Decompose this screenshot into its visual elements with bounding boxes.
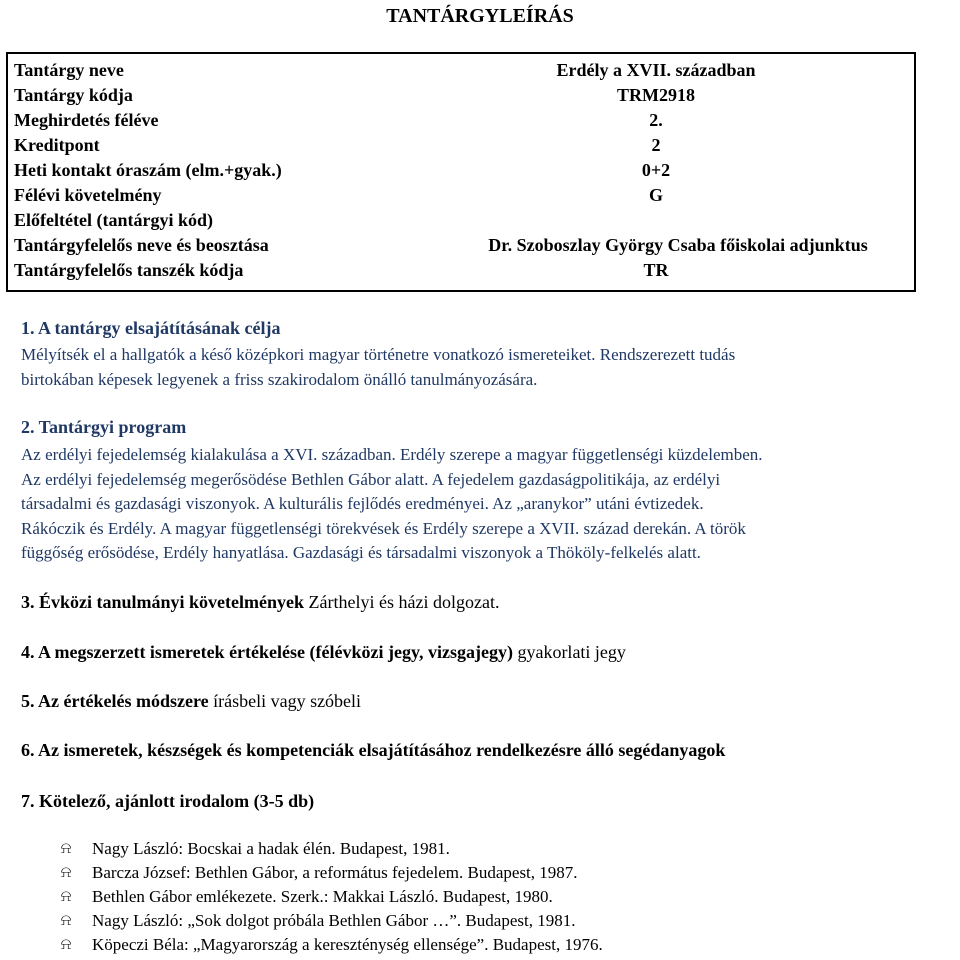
info-row-prerequisite — [8, 208, 914, 233]
section-2-line: Rákóczik és Erdély. A magyar függetlenségi törekvések és Erdély szerepe a XVII. század derekán. A török — [21, 519, 746, 538]
info-value: 2. — [649, 110, 663, 130]
section-5-heading: 5. Az értékelés módszere — [21, 691, 209, 711]
info-value: Dr. Szoboszlay György Csaba főiskolai adjunktus — [488, 235, 868, 255]
info-label: Tantárgyfelelős tanszék kódja — [14, 260, 244, 280]
list-item — [55, 861, 603, 885]
info-label: Heti kontakt óraszám (elm.+gyak.) — [14, 160, 282, 180]
info-label: Tantárgyfelelős neve és beosztása — [14, 235, 269, 255]
info-row-department — [8, 258, 914, 283]
literature-item: Köpeczi Béla: „Magyarország a kereszténység ellensége”. Budapest, 1976. — [92, 935, 603, 954]
info-value: Erdély a XVII. században — [556, 60, 756, 80]
section-2-line: Az erdélyi fejedelemség megerősödése Bethlen Gábor alatt. A fejedelem gazdaságpolitikája, az erdélyi — [21, 470, 721, 489]
section-2-heading: 2. Tantárgyi program — [21, 417, 187, 437]
info-row-requirement — [8, 183, 914, 208]
section-3 — [21, 591, 499, 614]
section-4-heading: 4. A megszerzett ismeretek értékelése (félévközi jegy, vizsgajegy) — [21, 642, 513, 662]
course-info-table — [6, 52, 916, 292]
list-item — [55, 909, 603, 933]
literature-item: Bethlen Gábor emlékezete. Szerk.: Makkai László. Budapest, 1980. — [92, 887, 553, 906]
section-1-line: Mélyítsék el a hallgatók a késő középkori magyar történetre vonatkozó ismereteiket. Rendszerezett tudás — [21, 345, 736, 364]
bell-icon: ⍾ — [60, 864, 72, 881]
page-title: TANTÁRGYLEÍRÁS — [386, 5, 574, 27]
info-row-hours — [8, 158, 914, 183]
info-label: Meghirdetés féléve — [14, 110, 159, 130]
info-value: G — [648, 185, 663, 205]
literature-item: Barcza József: Bethlen Gábor, a református fejedelem. Budapest, 1987. — [92, 863, 578, 882]
info-row-name — [8, 58, 914, 83]
section-2-line: társadalmi és gazdasági viszonyok. A kulturális fejlődés eredményei. Az „aranykor” utáni évtizedek. — [21, 494, 704, 513]
section-1-heading: 1. A tantárgy elsajátításának célja — [21, 318, 281, 338]
literature-item: Nagy László: Bocskai a hadak élén. Budapest, 1981. — [92, 839, 450, 858]
info-row-semester — [8, 108, 914, 133]
info-label: Kreditpont — [14, 135, 100, 155]
list-item — [55, 885, 603, 909]
section-6-heading: 6. Az ismeretek, készségek és kompetenciák elsajátításához rendelkezésre álló segédanyagok — [21, 740, 726, 760]
literature-item: Nagy László: „Sok dolgot próbála Bethlen Gábor …”. Budapest, 1981. — [92, 911, 576, 930]
info-value: 2 — [651, 135, 661, 155]
info-label: Tantárgy kódja — [14, 85, 133, 105]
info-label: Félévi követelmény — [14, 185, 162, 205]
section-2-line: függőség erősödése, Erdély hanyatlása. Gazdasági és társadalmi viszonyok a Thököly-felkelés alatt. — [21, 543, 701, 562]
info-row-code — [8, 83, 914, 108]
info-value: 0+2 — [641, 160, 671, 180]
info-row-responsible — [8, 233, 914, 258]
bell-icon: ⍾ — [60, 936, 72, 953]
section-4-text: gyakorlati jegy — [512, 642, 626, 662]
bell-icon: ⍾ — [60, 840, 72, 857]
section-3-text: Zárthelyi és házi dolgozat. — [304, 592, 500, 612]
info-value: TRM2918 — [617, 85, 695, 105]
info-label: Tantárgy neve — [14, 60, 124, 80]
info-value: TR — [643, 260, 669, 280]
list-item — [55, 837, 603, 861]
info-label: Előfeltétel (tantárgyi kód) — [14, 210, 213, 230]
section-3-heading: 3. Évközi tanulmányi követelmények — [21, 592, 305, 612]
section-4 — [21, 641, 626, 664]
section-5 — [21, 690, 361, 713]
info-row-credits — [8, 133, 914, 158]
section-1-line: birtokában képesek legyenek a friss szakirodalom önálló tanulmányozására. — [21, 370, 538, 389]
bell-icon: ⍾ — [60, 888, 72, 905]
section-2-line: Az erdélyi fejedelemség kialakulása a XVI. században. Erdély szerepe a magyar függetlenségi küzdelemben. — [21, 445, 763, 464]
section-7-heading: 7. Kötelező, ajánlott irodalom (3-5 db) — [21, 791, 315, 811]
section-5-text: írásbeli vagy szóbeli — [208, 691, 362, 711]
literature-list — [55, 837, 603, 957]
list-item — [55, 933, 603, 957]
bell-icon: ⍾ — [60, 912, 72, 929]
